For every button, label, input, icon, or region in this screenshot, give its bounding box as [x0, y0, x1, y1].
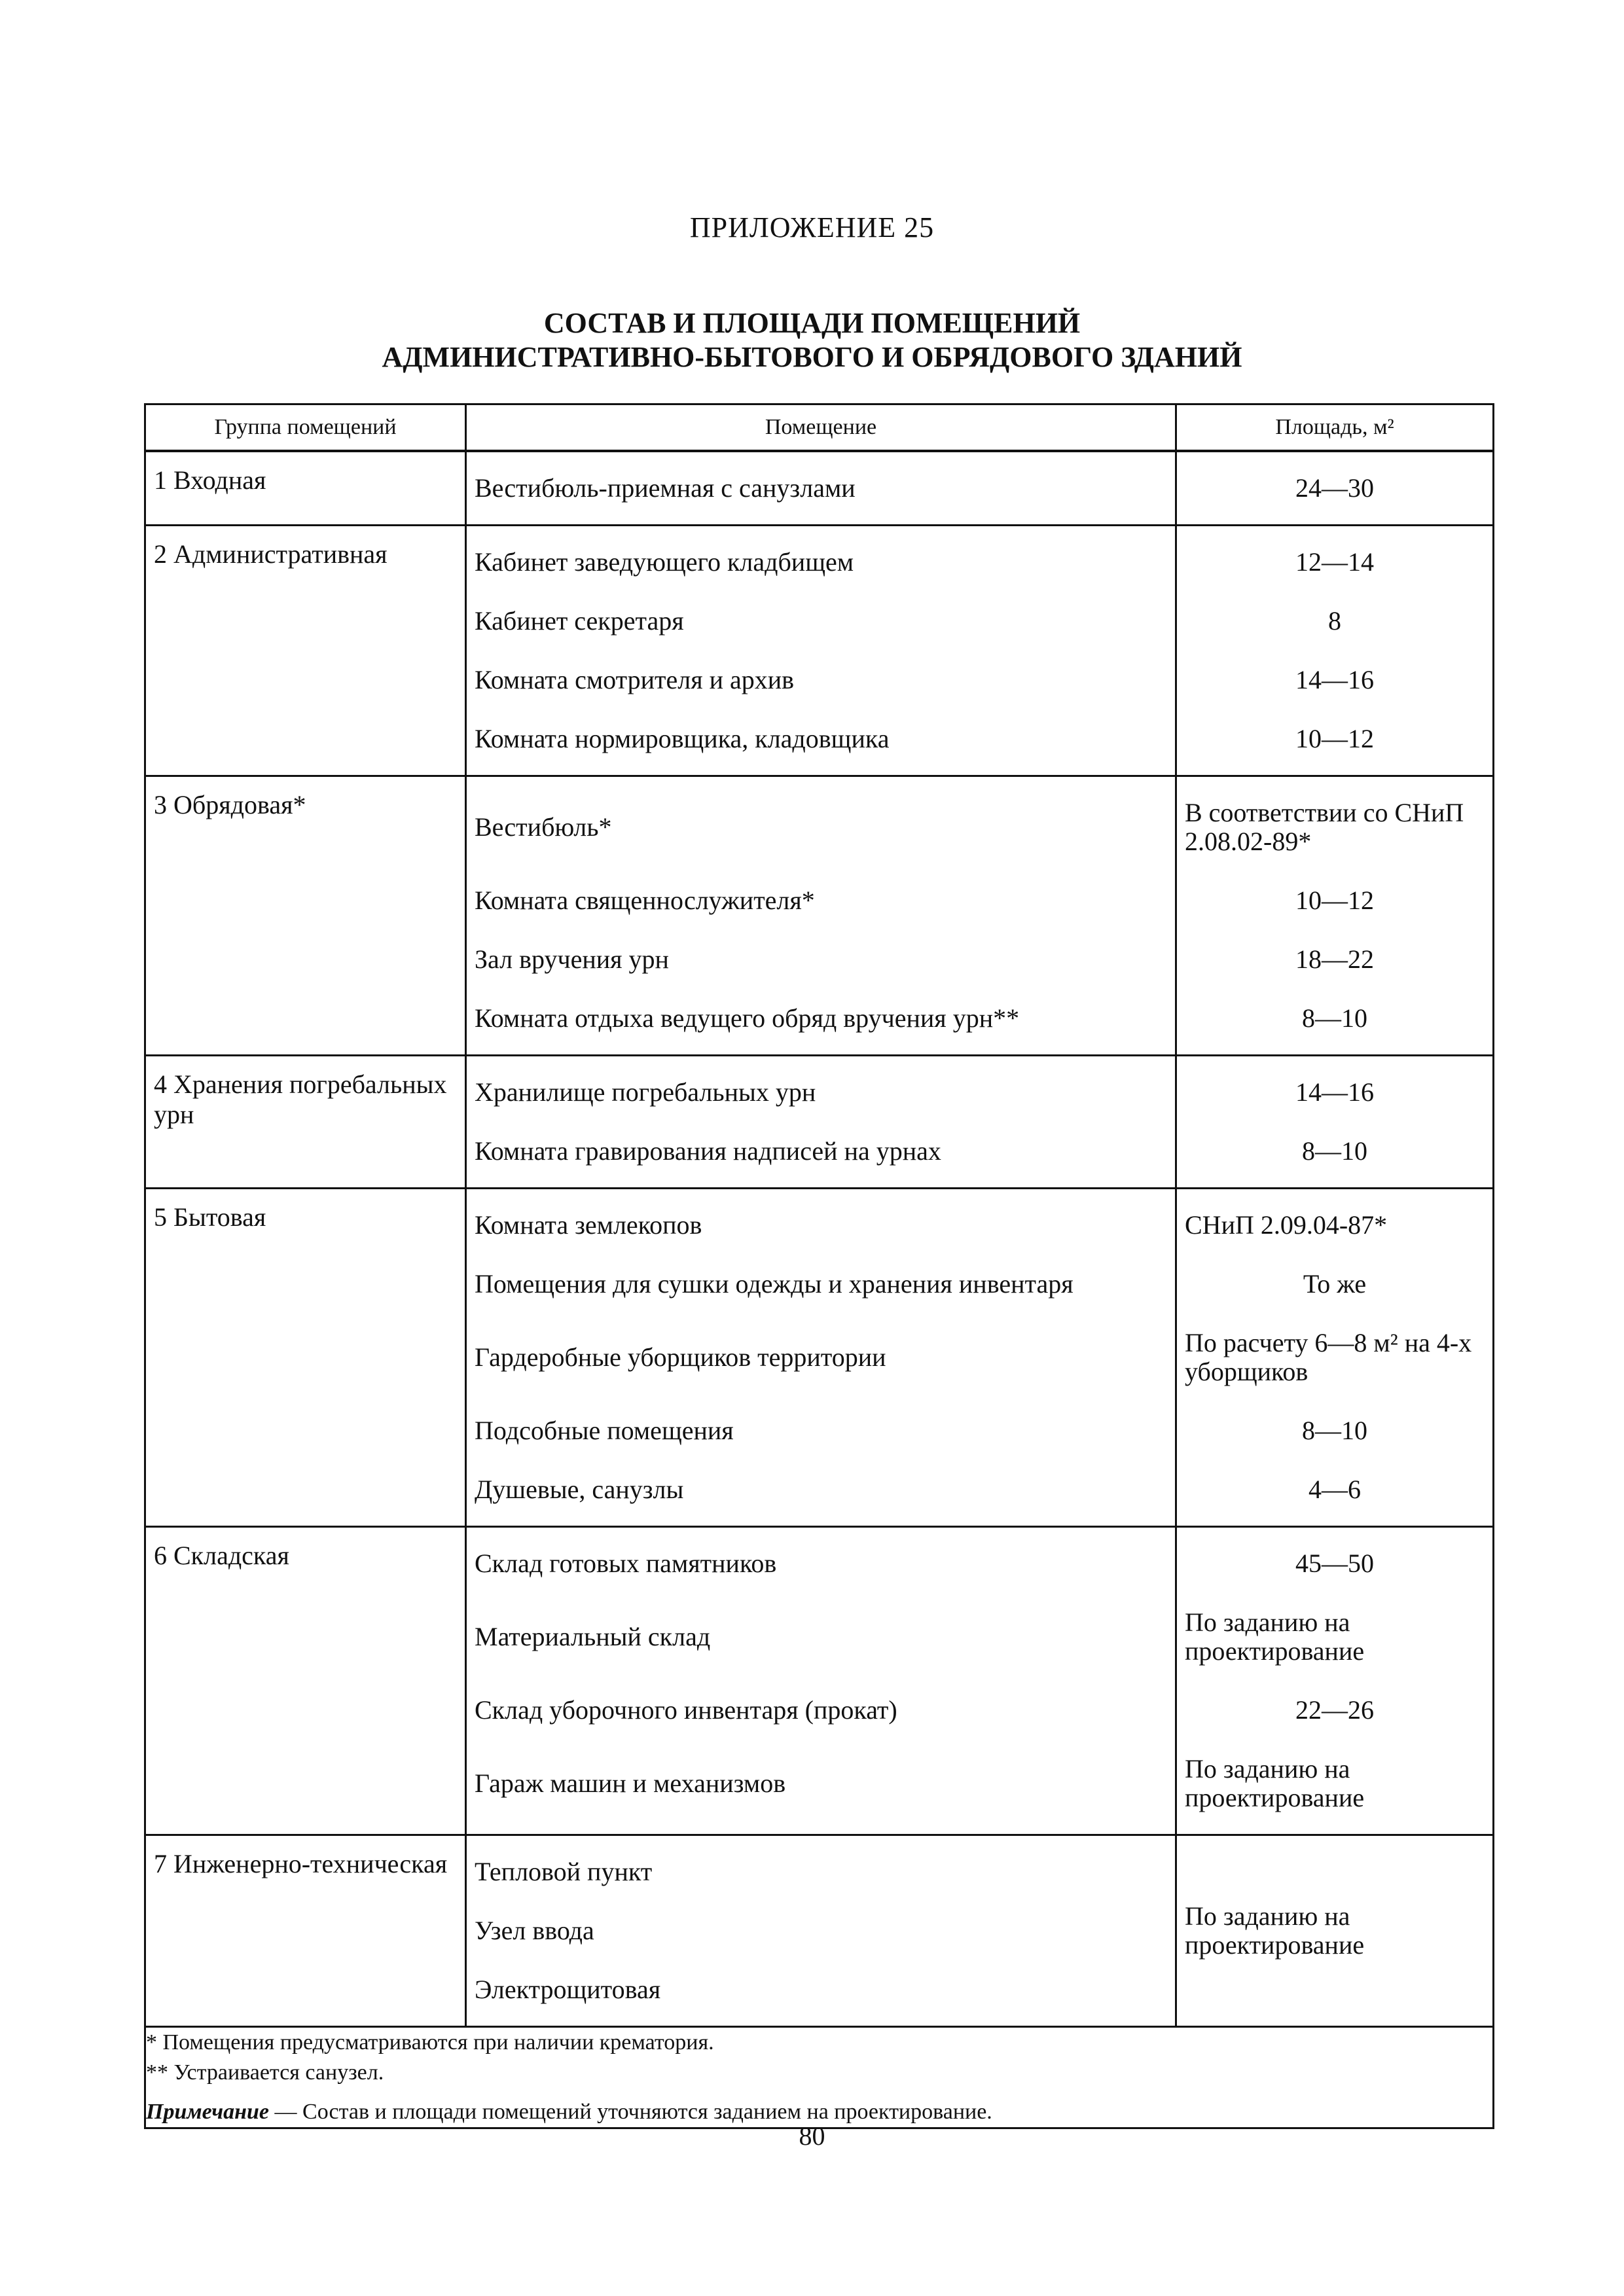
room-name: Узел ввода — [475, 1916, 594, 1945]
rooms-cell — [466, 1527, 1176, 1835]
room-name: Кабинет заведующего кладбищем — [475, 547, 854, 577]
page-number: 80 — [799, 2121, 825, 2151]
group-name-cell — [145, 1527, 466, 1835]
rooms-cell — [466, 1056, 1176, 1189]
note-text: — Состав и площади помещений уточняются заданием на проектирование. — [269, 2100, 992, 2124]
room-name: Вестибюль* — [475, 812, 612, 842]
room-name: Материальный склад — [475, 1622, 711, 1651]
group-name-cell — [145, 1056, 466, 1189]
room-name: Подсобные помещения — [475, 1416, 734, 1445]
area-cell — [1176, 776, 1494, 1056]
title-line-1: СОСТАВ И ПЛОЩАДИ ПОМЕЩЕНИЙ — [543, 307, 1081, 339]
group-name: 2 Административная — [154, 539, 388, 569]
room-name: Комната священнослужителя* — [475, 886, 815, 915]
rooms-cell — [466, 526, 1176, 776]
title-line-2: АДМИНИСТРАТИВНО-БЫТОВОГО И ОБРЯДОВОГО ЗДАНИЙ — [382, 341, 1242, 373]
room-area: 10—12 — [1295, 886, 1374, 915]
footnote-2: ** Устраивается санузел. — [146, 2060, 384, 2085]
room-name: Комната отдыха ведущего обряд вручения урн** — [475, 1003, 1020, 1033]
area-cell — [1176, 526, 1494, 776]
rooms-cell — [466, 1189, 1176, 1527]
group-name-cell — [145, 776, 466, 1056]
notes-cell — [145, 2027, 1494, 2128]
group-name-cell — [145, 451, 466, 526]
table-row — [145, 776, 1494, 1056]
group-name: 5 Бытовая — [154, 1202, 266, 1232]
room-area: 22—26 — [1295, 1695, 1374, 1725]
group-name: 4 Хранения погребальных урн — [154, 1069, 447, 1129]
room-area: 45—50 — [1295, 1549, 1374, 1578]
table-row — [145, 1527, 1494, 1835]
rooms-cell — [466, 1835, 1176, 2027]
notes-row — [145, 2027, 1494, 2128]
room-area: По заданию на проектирование — [1185, 1607, 1365, 1666]
group-name-cell — [145, 1835, 466, 2027]
room-area: В соответствии со СНиП 2.08.02-89* — [1185, 798, 1464, 856]
room-area: То же — [1303, 1269, 1367, 1299]
room-name: Комната смотрителя и архив — [475, 665, 795, 694]
table-row — [145, 1835, 1494, 2027]
room-area: 14—16 — [1295, 1077, 1374, 1107]
room-area: 4—6 — [1308, 1475, 1361, 1504]
room-area: По заданию на проектирование — [1185, 1754, 1365, 1812]
table-row — [145, 1056, 1494, 1189]
note-label: Примечание — [146, 2100, 270, 2124]
room-area: 8—10 — [1302, 1003, 1367, 1033]
room-area: 8—10 — [1302, 1416, 1367, 1445]
room-area: 24—30 — [1295, 473, 1374, 503]
room-name: Комната землекопов — [475, 1210, 702, 1240]
room-area: 8 — [1328, 606, 1341, 636]
room-name: Хранилище погребальных урн — [475, 1077, 816, 1107]
group-name-cell — [145, 1189, 466, 1527]
appendix-heading: ПРИЛОЖЕНИЕ 25 — [689, 211, 935, 243]
room-name: Комната гравирования надписей на урнах — [475, 1136, 941, 1166]
room-area: 14—16 — [1295, 665, 1374, 694]
footnote-1: * Помещения предусматриваются при наличии крематория. — [146, 2030, 714, 2054]
room-name: Душевые, санузлы — [475, 1475, 684, 1504]
room-name: Помещения для сушки одежды и хранения инвентаря — [475, 1269, 1074, 1299]
group-name: 7 Инженерно-техническая — [154, 1849, 448, 1878]
room-name: Вестибюль-приемная с санузлами — [475, 473, 856, 503]
area-cell — [1176, 1527, 1494, 1835]
header-group: Группа помещений — [145, 404, 466, 452]
room-name: Зал вручения урн — [475, 944, 669, 974]
table-row — [145, 451, 1494, 526]
room-name: Электрощитовая — [475, 1975, 661, 2004]
room-name: Склад уборочного инвентаря (прокат) — [475, 1695, 897, 1725]
room-name: Гардеробные уборщиков территории — [475, 1342, 886, 1372]
room-name: Комната нормировщика, кладовщика — [475, 724, 890, 753]
group-name: 6 Складская — [154, 1541, 289, 1570]
room-area: 18—22 — [1295, 944, 1374, 974]
room-name: Склад готовых памятников — [475, 1549, 777, 1578]
group-name-cell — [145, 526, 466, 776]
document-title — [0, 306, 1624, 374]
room-area: По расчету 6—8 м² на 4-х уборщиков — [1185, 1328, 1472, 1386]
area-cell — [1176, 1835, 1494, 2027]
header-room: Помещение — [466, 404, 1176, 452]
table-header-row — [145, 404, 1494, 452]
room-area: 8—10 — [1302, 1136, 1367, 1166]
room-area: 10—12 — [1295, 724, 1374, 753]
group-name: 1 Входная — [154, 465, 266, 495]
rooms-table — [144, 403, 1494, 2129]
rooms-cell — [466, 776, 1176, 1056]
table-row — [145, 1189, 1494, 1527]
room-area: 12—14 — [1295, 547, 1374, 577]
rooms-cell — [466, 451, 1176, 526]
table-row — [145, 526, 1494, 776]
room-name: Гараж машин и механизмов — [475, 1768, 786, 1798]
header-area: Площадь, м² — [1176, 404, 1494, 452]
room-area: СНиП 2.09.04-87* — [1185, 1210, 1388, 1240]
area-cell — [1176, 1189, 1494, 1527]
room-name: Тепловой пункт — [475, 1857, 653, 1886]
group-name: 3 Обрядовая* — [154, 790, 306, 819]
area-cell — [1176, 1056, 1494, 1189]
room-name: Кабинет секретаря — [475, 606, 684, 636]
area-cell — [1176, 451, 1494, 526]
room-area: По заданию на проектирование — [1185, 1901, 1365, 1960]
